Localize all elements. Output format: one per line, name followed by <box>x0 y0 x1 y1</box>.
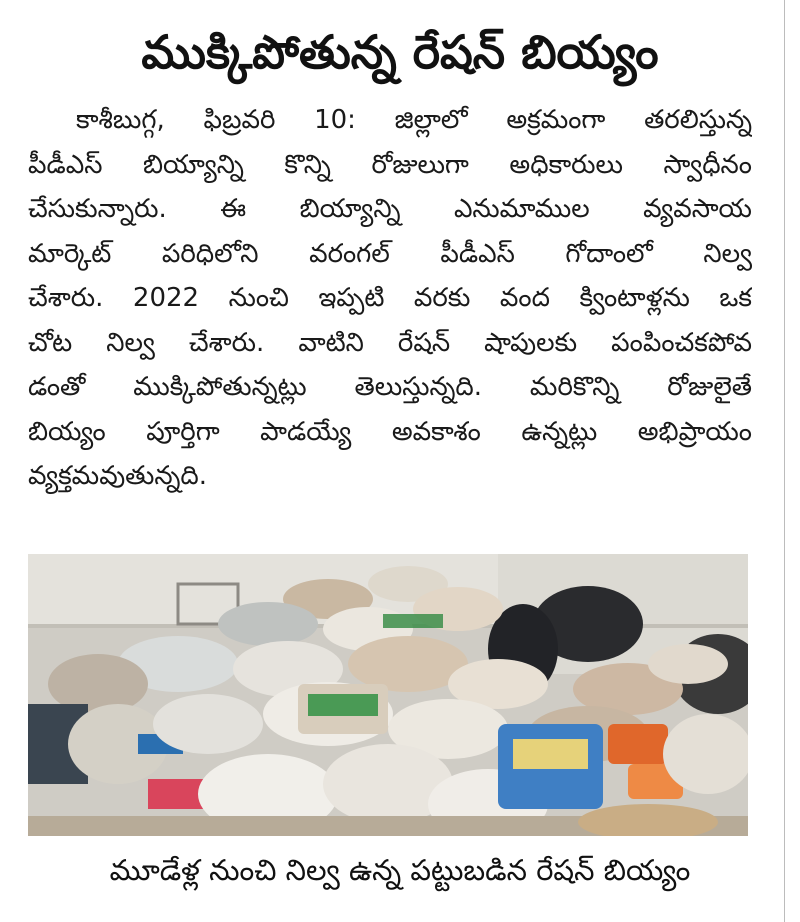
article-line: చేసుకున్నారు. ఈ బియ్యాన్ని ఎనుమాముల వ్యవసాయ <box>28 194 752 224</box>
news-photo <box>28 554 748 836</box>
article-line: డంతో ముక్కిపోతున్నట్లు తెలుస్తున్నది. మరికొన్ని రోజులైతే <box>28 372 752 402</box>
article-line: చేశారు. 2022 నుంచి ఇప్పటి వరకు వంద క్వింటాళ్లను ఒక <box>28 283 752 313</box>
headline: ముక్కిపోతున్న రేషన్‌ బియ్యం <box>141 25 659 79</box>
article-line: పీడీఎస్‌ బియ్యాన్ని కొన్ని రోజులుగా అధికారులు స్వాధీనం <box>28 149 752 180</box>
article-body <box>28 98 752 499</box>
article-line: మార్కెట్‌ పరిధిలోని వరంగల్‌ పీడీఎస్‌ గోదాంలో నిల్వ <box>28 238 752 269</box>
article-line: కాశీబుగ్గ, ఫిబ్రవరి 10: జిల్లాలో అక్రమంగా తరలిస్తున్న <box>76 105 752 135</box>
article-line: బియ్యం పూర్తిగా పాడయ్యే అవకాశం ఉన్నట్లు అభిప్రాయం <box>28 416 752 447</box>
article-line: చోట నిల్వ చేశారు. వాటిని రేషన్‌ షాపులకు పంపించకపోవ <box>28 327 752 358</box>
article-line: వ్యక్తమవుతున్నది. <box>28 461 207 491</box>
column-rule <box>784 0 785 922</box>
photo-caption: మూడేళ్ల నుంచి నిల్వ ఉన్న పట్టుబడిన రేషన్‌ బియ్యం <box>109 853 691 887</box>
